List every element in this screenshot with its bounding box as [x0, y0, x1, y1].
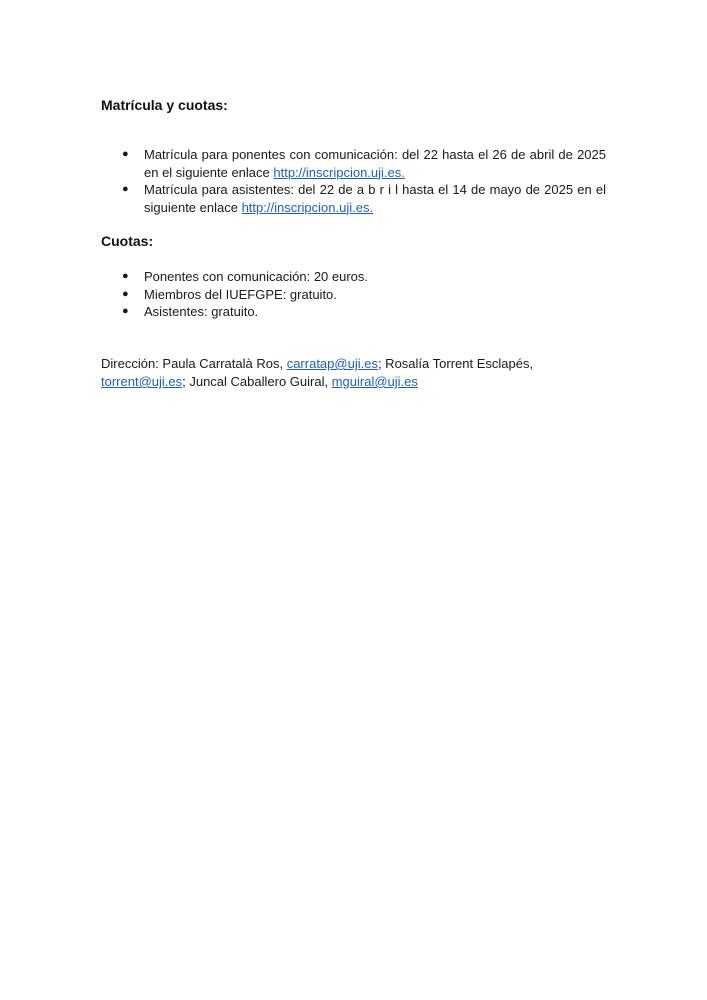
- cuotas-list: [101, 268, 606, 321]
- email-link-carratap[interactable]: carratap@uji.es: [286, 356, 378, 371]
- list-item-text: [144, 146, 606, 181]
- direccion-paragraph: [101, 355, 616, 391]
- bullet-icon: ●: [122, 305, 129, 317]
- bullet-icon: ●: [122, 270, 129, 282]
- email-link-mguiral[interactable]: mguiral@uji.es: [331, 374, 418, 389]
- list-item-text: [144, 181, 606, 216]
- list-item: [101, 268, 606, 286]
- email-link-torrent[interactable]: torrent@uji.es: [101, 374, 183, 389]
- inscripcion-link[interactable]: http://inscripcion.uji.es.: [241, 199, 374, 215]
- matricula-ponentes-text: Matrícula para ponentes con comunicación: del 22 hasta el 26 de abril de 2025 en el siguiente enlace: [144, 147, 606, 180]
- list-item: [101, 286, 606, 304]
- bullet-icon: ●: [122, 287, 129, 300]
- cuota-asistentes-text: Asistentes: gratuito.: [144, 304, 259, 319]
- list-item: [101, 303, 606, 321]
- matricula-asistentes-text: Matrícula para asistentes: del 22 de a b r i l hasta el 14 de mayo de 2025 en el siguiente enlace: [144, 182, 606, 215]
- heading-cuotas: Cuotas:: [101, 233, 154, 249]
- cuota-ponentes-text: Ponentes con comunicación: 20 euros.: [144, 269, 369, 284]
- bullet-icon: ●: [122, 148, 129, 160]
- inscripcion-link[interactable]: http://inscripcion.uji.es.: [273, 164, 405, 180]
- direccion-separator: ; Juncal Caballero Guiral,: [182, 374, 332, 389]
- heading-matricula-cuotas: Matrícula y cuotas:: [101, 97, 228, 113]
- matricula-list: [101, 146, 606, 216]
- direccion-prefix: Dirección: Paula Carratalà Ros,: [101, 356, 287, 371]
- list-item: [101, 181, 606, 216]
- list-item: [101, 146, 606, 181]
- direccion-separator: ; Rosalía Torrent Esclapés,: [377, 356, 534, 371]
- bullet-icon: ●: [122, 183, 129, 195]
- cuota-miembros-text: Miembros del IUEFGPE: gratuito.: [144, 286, 337, 302]
